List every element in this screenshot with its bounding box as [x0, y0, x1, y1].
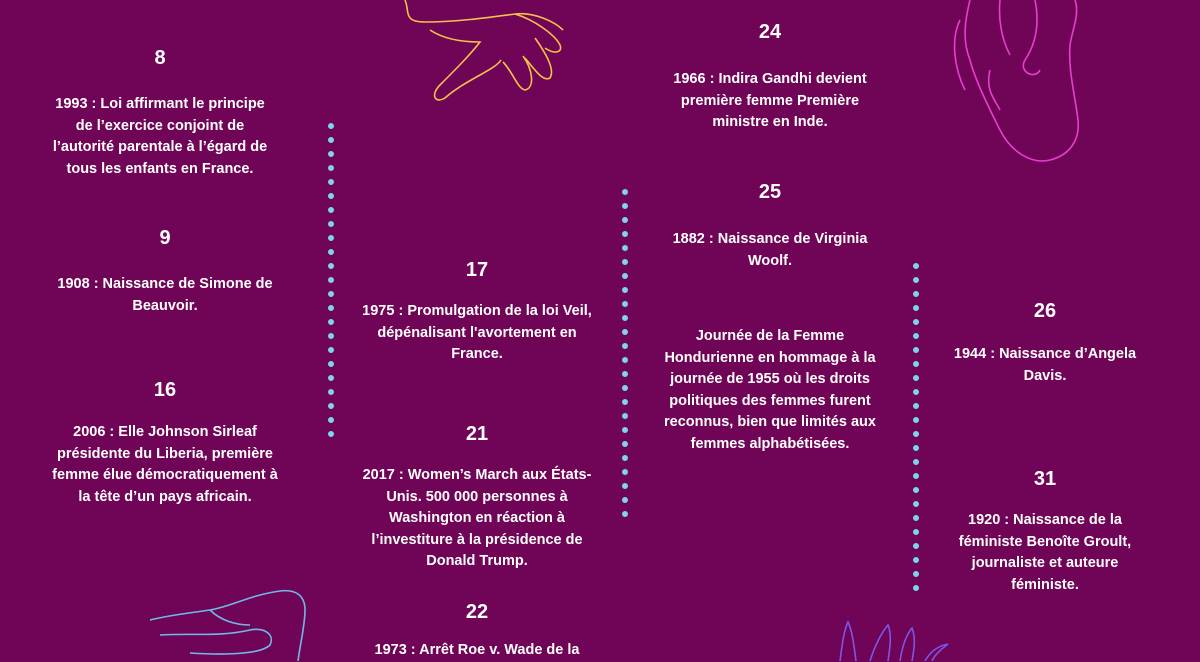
entry-day: 26	[1033, 300, 1057, 322]
entry-day: 9	[159, 227, 171, 249]
hand-outline-pink-icon	[940, 0, 1100, 170]
timeline-entry	[25, 378, 305, 508]
timeline-dotted-line	[621, 188, 629, 520]
entry-text: 1973 : Arrêt Roe v. Wade de la	[374, 642, 580, 658]
timeline-entry	[925, 467, 1165, 596]
entry-text: 1920 : Naissance de la féministe Benoîte Groult, journaliste et auteure féministe.	[958, 512, 1132, 593]
entry-text: 2006 : Elle Johnson Sirleaf présidente du Liberia, première femme élue démocratiquement à la tête d’un pays africain.	[52, 424, 278, 505]
entry-day: 25	[758, 181, 782, 203]
entry-day: 16	[153, 379, 177, 401]
entry-day: 31	[1033, 468, 1057, 490]
hand-outline-blue-icon	[150, 585, 330, 661]
timeline-entry	[25, 226, 305, 317]
timeline-entry	[630, 180, 910, 272]
entry-text: 1975 : Promulgation de la loi Veil, dépénalisant l'avortement en France.	[362, 303, 592, 362]
hand-outline-violet-icon	[830, 620, 960, 661]
timeline-entry	[925, 299, 1165, 387]
entry-text: 2017 : Women’s March aux États- Unis. 500 000 personnes à Washington en réaction à l’investiture à la présidence de Donald Trump.	[362, 467, 592, 569]
hand-outline-yellow-icon	[385, 0, 595, 105]
timeline-entry	[337, 600, 617, 662]
entry-text: 1966 : Indira Gandhi devient première femme Première ministre en Inde.	[673, 71, 867, 130]
entry-day: 21	[465, 423, 489, 445]
timeline-entry	[337, 258, 617, 366]
entry-day: 24	[758, 21, 782, 43]
entry-text: 1944 : Naissance d’Angela Davis.	[953, 346, 1137, 384]
entry-text: 1993 : Loi affirmant le principe de l’exercice conjoint de l’autorité parentale à l’égard de tous les enfants en France.	[52, 96, 268, 177]
entry-day: 17	[465, 259, 489, 281]
entry-day: 8	[154, 47, 166, 69]
timeline-entry	[337, 422, 617, 573]
entry-text: 1908 : Naissance de Simone de Beauvoir.	[57, 276, 273, 314]
entry-text: 1882 : Naissance de Virginia Woolf.	[672, 231, 868, 269]
entry-text: Journée de la Femme Hondurienne en hommage à la journée de 1955 où les droits politiques des femmes furent reconnus, bien que limités aux femmes alphabétisées.	[664, 328, 876, 452]
entry-day: 22	[465, 601, 489, 623]
timeline-entry	[630, 20, 910, 134]
timeline-entry	[630, 326, 910, 455]
timeline-entry	[20, 46, 300, 180]
timeline-dotted-line	[327, 122, 335, 452]
timeline-dotted-line	[912, 262, 920, 596]
